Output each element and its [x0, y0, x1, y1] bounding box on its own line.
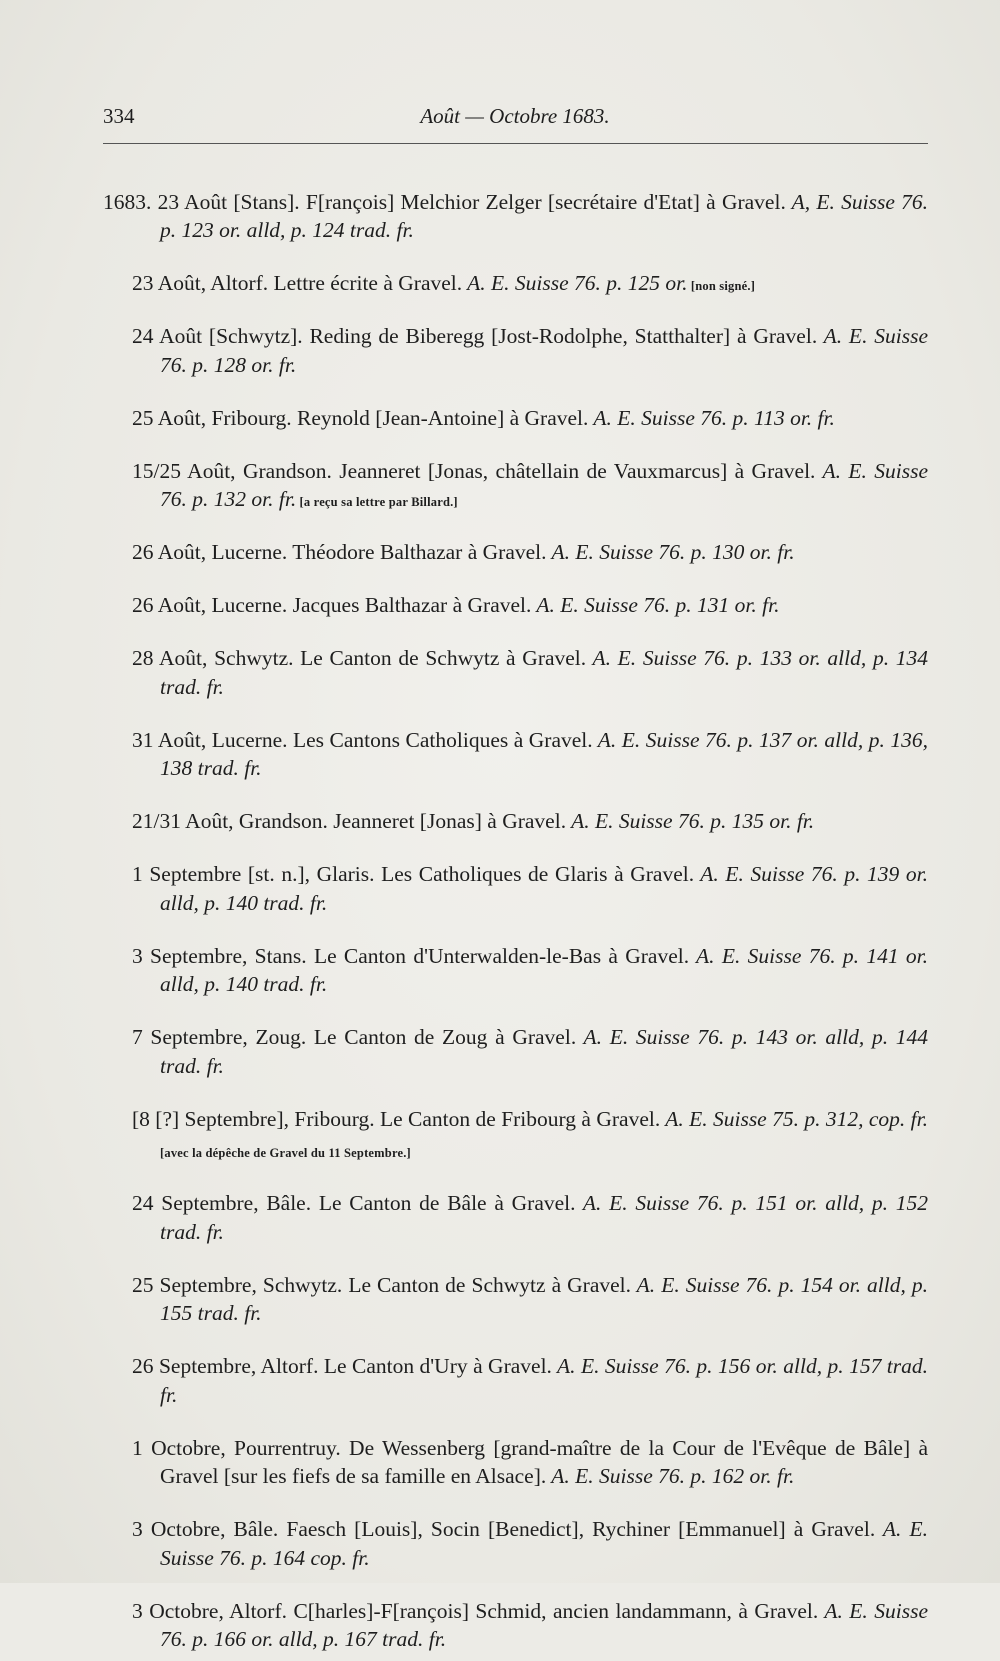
- page-number: 334: [103, 104, 135, 128]
- entry-text: 1 Octobre, Pourrentruy. De Wessenberg [grand-maître de la Cour de l'Evêque de Bâle] à Gravel [sur les fiefs de sa famille en Alsace].: [132, 1435, 928, 1488]
- list-item: [132, 860, 928, 920]
- list-item: [132, 538, 928, 570]
- list-item: [132, 942, 928, 1002]
- entry-reference: A. E. Suisse 76. p. 125 or.: [462, 271, 688, 295]
- entry-text: 26 Septembre, Altorf. Le Canton d'Ury à Gravel.: [132, 1354, 552, 1378]
- list-item: [132, 1434, 928, 1494]
- entry-reference: A. E. Suisse 76. p. 166 or. alld, p. 167 trad. fr.: [160, 1598, 928, 1651]
- entry-reference: A. E. Suisse 76. p. 113 or. fr.: [588, 405, 835, 430]
- list-item: [132, 404, 928, 436]
- list-item: [132, 269, 928, 301]
- entry-reference: A. E. Suisse 76. p. 128 or. fr.: [160, 324, 928, 377]
- entry-reference: A. E. Suisse 76. p. 139 or. alld, p. 140 trad. fr.: [160, 862, 928, 915]
- list-item: [132, 1023, 929, 1083]
- entry-text: 28 Août, Schwytz. Le Canton de Schwytz à Gravel.: [132, 646, 587, 670]
- entry-text: 3 Septembre, Stans. Le Canton d'Unterwalden-le-Bas à Gravel.: [132, 943, 690, 968]
- list-item: [132, 807, 928, 839]
- entry-reference: A. E. Suisse 76. p. 132 or. fr.: [160, 458, 928, 511]
- list-item: [132, 591, 928, 623]
- entry-reference: A. E. Suisse 76. p. 141 or. alld, p. 140 trad. fr.: [160, 943, 928, 996]
- list-item: [132, 1105, 928, 1168]
- entry-reference: A. E. Suisse 75. p. 312, cop. fr.: [660, 1106, 928, 1131]
- entry-note: [a reçu sa lettre par Billard.]: [296, 495, 458, 509]
- list-item: [132, 1271, 929, 1331]
- list-item: [132, 726, 928, 786]
- list-item: [132, 1597, 928, 1657]
- list-item: [132, 322, 928, 382]
- entry-text: 21/31 Août, Grandson. Jeanneret [Jonas] à Gravel.: [132, 809, 567, 833]
- entry-text: 7 Septembre, Zoug. Le Canton de Zoug à Gravel.: [132, 1025, 577, 1049]
- entry-reference: A. E. Suisse 76. p. 131 or. fr.: [531, 593, 780, 617]
- list-item: [132, 1515, 928, 1575]
- entry-reference: A. E. Suisse 76. p. 143 or. alld, p. 144 trad. fr.: [160, 1025, 929, 1078]
- list-item: [103, 188, 928, 248]
- entry-reference: A, E. Suisse 76. p. 123 or. alld, p. 124 trad. fr.: [160, 189, 928, 242]
- running-head: [103, 104, 927, 138]
- list-item: [132, 457, 928, 517]
- entry-text: 3 Octobre, Bâle. Faesch [Louis], Socin [Benedict], Rychiner [Emmanuel] à Gravel.: [132, 1517, 876, 1541]
- entry-text: 23 Août, Altorf. Lettre écrite à Gravel.: [132, 271, 463, 295]
- entry-text: 24 Septembre, Bâle. Le Canton de Bâle à Gravel.: [132, 1191, 576, 1215]
- entry-reference: A. E. Suisse 76. p. 130 or. fr.: [546, 540, 795, 564]
- entry-text: 31 Août, Lucerne. Les Cantons Catholiques à Gravel.: [132, 727, 593, 752]
- entry-note: [non signé.]: [687, 279, 756, 293]
- entry-text: 1683. 23 Août [Stans]. F[rançois] Melchior Zelger [secrétaire d'Etat] à Gravel.: [103, 189, 786, 214]
- header-rule: [103, 143, 928, 144]
- list-item: [132, 644, 929, 704]
- entry-text: [8 [?] Septembre], Fribourg. Le Canton de Fribourg à Gravel.: [132, 1106, 661, 1131]
- entry-reference: A. E. Suisse 76. p. 137 or. alld, p. 136, 138 trad. fr.: [160, 727, 928, 780]
- entry-note: [avec la dépêche de Gravel du 11 Septembre.]: [160, 1146, 411, 1160]
- running-title: Août — Octobre 1683.: [420, 104, 610, 128]
- entry-text: 24 Août [Schwytz]. Reding de Biberegg [Jost-Rodolphe, Statthalter] à Gravel.: [132, 324, 818, 348]
- entry-text: 25 Septembre, Schwytz. Le Canton de Schwytz à Gravel.: [132, 1272, 632, 1297]
- entry-text: 25 Août, Fribourg. Reynold [Jean-Antoine] à Gravel.: [132, 405, 589, 430]
- entry-reference: A. E. Suisse 76. p. 164 cop. fr.: [160, 1517, 928, 1570]
- entry-reference: A. E. Suisse 76. p. 156 or. alld, p. 157 trad. fr.: [160, 1354, 928, 1407]
- entry-reference: A. E. Suisse 76. p. 133 or. alld, p. 134 trad. fr.: [160, 646, 929, 699]
- entry-text: 3 Octobre, Altorf. C[harles]-F[rançois] Schmid, ancien landammann, à Gravel.: [132, 1598, 819, 1623]
- entry-reference: A. E. Suisse 76. p. 135 or. fr.: [566, 809, 815, 833]
- list-item: [132, 1352, 928, 1412]
- list-item: [132, 1189, 928, 1249]
- entry-text: 1 Septembre [st. n.], Glaris. Les Catholiques de Glaris à Gravel.: [132, 862, 695, 886]
- entry-text: 26 Août, Lucerne. Théodore Balthazar à Gravel.: [132, 540, 547, 564]
- entry-reference: A. E. Suisse 76. p. 154 or. alld, p. 155 trad. fr.: [160, 1272, 929, 1325]
- entry-list: [103, 166, 929, 1661]
- entry-reference: A. E. Suisse 76. p. 151 or. alld, p. 152 trad. fr.: [160, 1191, 928, 1244]
- entry-text: 26 Août, Lucerne. Jacques Balthazar à Gravel.: [132, 593, 532, 617]
- entry-reference: A. E. Suisse 76. p. 162 or. fr.: [546, 1464, 795, 1488]
- entry-text: 15/25 Août, Grandson. Jeanneret [Jonas, châtellain de Vauxmarcus] à Gravel.: [132, 458, 816, 483]
